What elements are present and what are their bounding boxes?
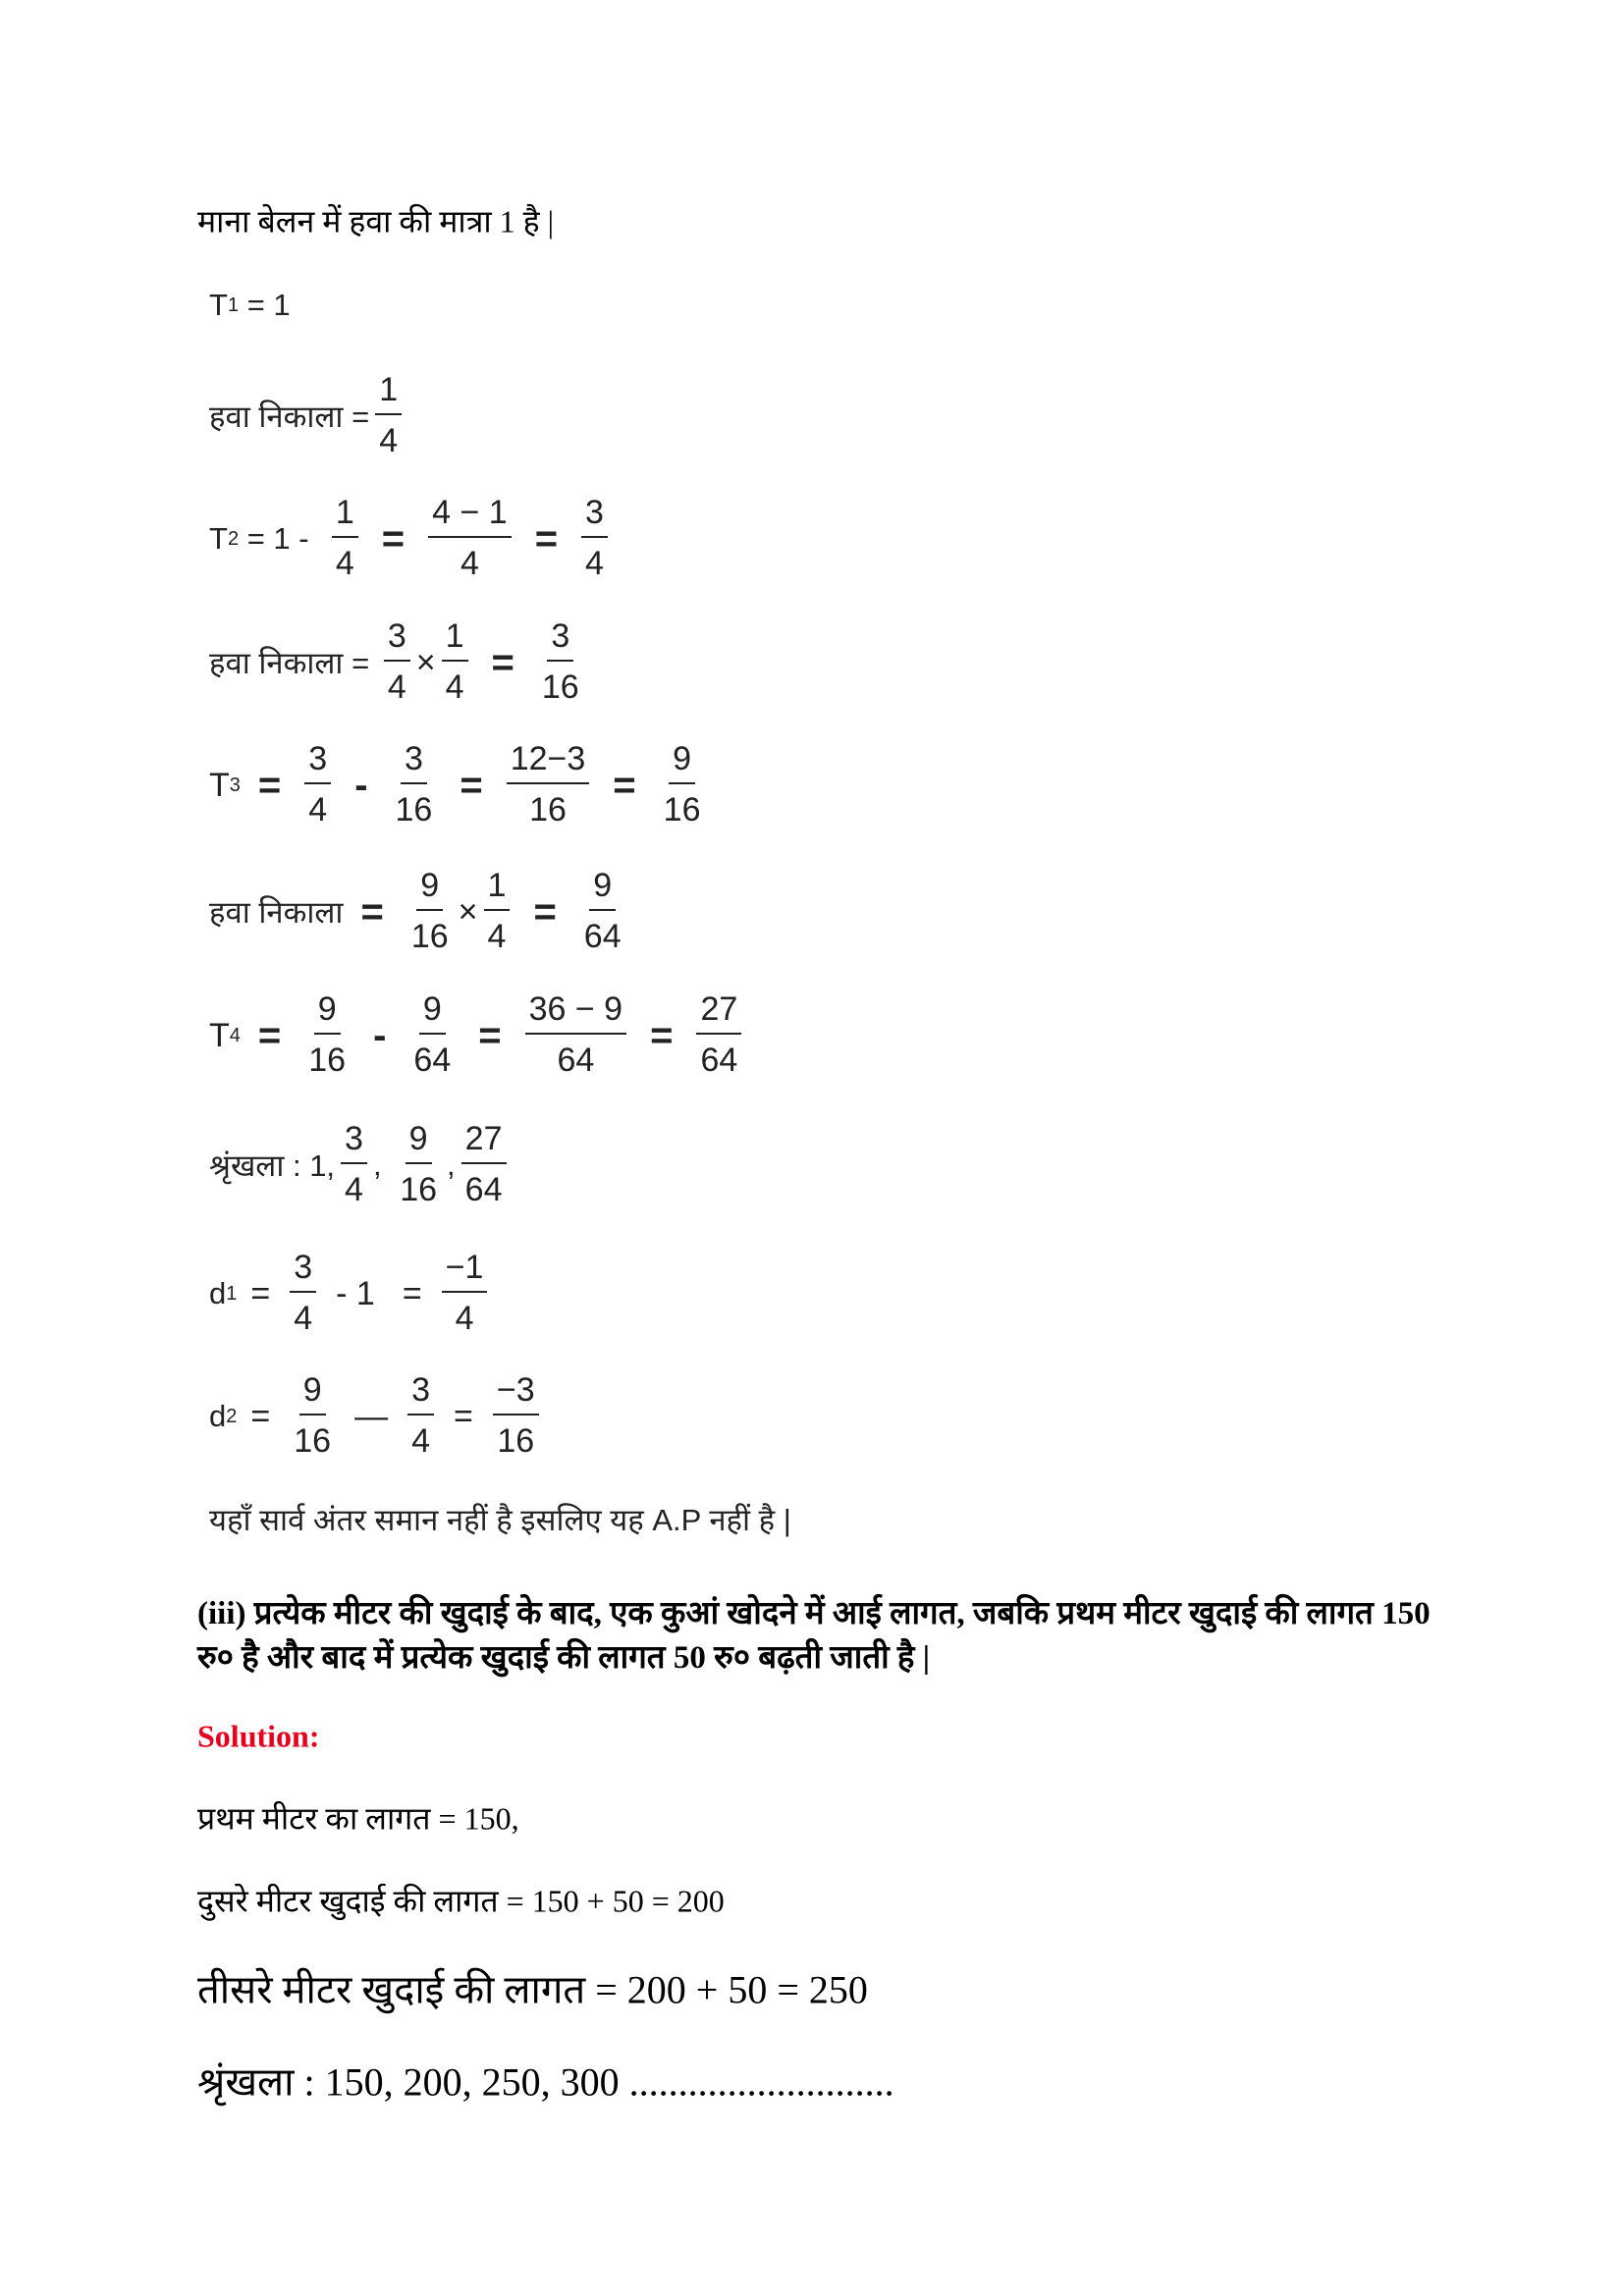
solution-line-3: तीसरे मीटर खुदाई की लागत = 200 + 50 = 250 — [197, 1967, 868, 2012]
denominator: 4 — [460, 545, 479, 582]
equals: = — [478, 1013, 502, 1057]
numerator: 1 — [484, 862, 511, 911]
denominator: 16 — [541, 668, 579, 706]
fraction — [332, 489, 358, 589]
numerator: −3 — [493, 1366, 539, 1415]
denominator: 16 — [497, 1422, 535, 1460]
value: = 1 — [246, 288, 291, 322]
equals: = — [491, 640, 514, 684]
fraction — [696, 986, 741, 1086]
denominator: 4 — [345, 1171, 363, 1208]
minus: - — [373, 1013, 387, 1057]
numerator: 9 — [314, 986, 341, 1035]
series-1 — [209, 1115, 513, 1215]
air-removed-2 — [209, 613, 589, 713]
fraction — [290, 1244, 316, 1344]
fraction — [525, 986, 626, 1086]
numerator: 9 — [299, 1366, 326, 1415]
fraction — [507, 735, 590, 835]
minus: - — [354, 763, 368, 807]
air-removed-1 — [209, 366, 407, 466]
label: हवा निकाला = — [209, 400, 370, 434]
numerator: 3 — [401, 735, 427, 784]
fraction — [461, 1115, 507, 1215]
term-symbol: T — [209, 1016, 230, 1054]
comma: , — [372, 1148, 382, 1182]
numerator: 1 — [442, 613, 468, 662]
comma: , — [447, 1148, 456, 1182]
equals: = — [613, 763, 636, 807]
numerator: 9 — [416, 862, 443, 911]
numerator: 12−3 — [507, 735, 590, 784]
equals: = — [250, 1397, 271, 1435]
subscript: 1 — [226, 1282, 238, 1305]
numerator: 3 — [547, 613, 573, 662]
numerator: −1 — [442, 1244, 488, 1293]
denominator: 4 — [387, 668, 406, 706]
term-symbol: T — [209, 766, 230, 804]
subscript: 2 — [227, 527, 240, 550]
numerator: 1 — [332, 489, 358, 538]
denominator: 16 — [410, 918, 449, 955]
d2-equation — [209, 1366, 545, 1467]
numerator: 27 — [696, 986, 741, 1035]
denominator: 4 — [335, 545, 354, 582]
fraction — [304, 735, 331, 835]
solution-line-1: प्रथम मीटर का लागत = 150, — [197, 1800, 519, 1837]
fraction — [407, 1366, 434, 1467]
subscript: 4 — [229, 1024, 241, 1046]
equals: = — [402, 1274, 422, 1312]
numerator: 9 — [589, 862, 616, 911]
fraction — [290, 1366, 335, 1467]
subscript: 1 — [227, 294, 240, 316]
fraction — [396, 1115, 441, 1215]
equals: = — [257, 763, 282, 807]
denominator: 64 — [557, 1041, 595, 1079]
expression: = 1 - — [246, 521, 309, 556]
air-removed-3 — [209, 862, 631, 962]
fraction — [580, 862, 625, 962]
numerator: 3 — [407, 1366, 434, 1415]
question-iii: (iii) प्रत्येक मीटर की खुदाई के बाद, एक कुआं खोदने में आई लागत, जबकि प्रथम मीटर खुदाई की लागत 150 रु० है और बाद में प्रत्येक खुदाई की लागत 50 रु० बढ़ती जाती है | — [197, 1596, 1431, 1676]
denominator: 4 — [445, 668, 464, 706]
equals: = — [534, 516, 559, 561]
fraction — [484, 862, 511, 962]
denominator: 16 — [663, 791, 701, 828]
denominator: 16 — [294, 1422, 332, 1460]
t1-equation — [209, 288, 291, 323]
fraction — [493, 1366, 539, 1467]
label: हवा निकाला = — [209, 646, 370, 680]
denominator: 16 — [400, 1171, 438, 1208]
denominator: 64 — [464, 1171, 503, 1208]
difference-symbol: d — [209, 1399, 227, 1433]
numerator: 3 — [384, 613, 410, 662]
numerator: 3 — [290, 1244, 316, 1293]
denominator: 64 — [583, 918, 622, 955]
t2-equation — [209, 489, 614, 589]
label: श्रृंखला : 1, — [209, 1148, 336, 1183]
conclusion-text: यहाँ सार्व अंतर समान नहीं है इसलिए यह A.P नहीं है | — [209, 1503, 791, 1537]
times: × — [458, 892, 478, 931]
d1-equation — [209, 1244, 493, 1344]
term-symbol: T — [209, 288, 228, 322]
equals: = — [453, 1397, 473, 1435]
fraction — [384, 613, 410, 713]
minus: — — [354, 1397, 389, 1435]
numerator: 3 — [341, 1115, 367, 1164]
difference-symbol: d — [209, 1276, 227, 1310]
denominator: 16 — [395, 791, 433, 828]
denominator: 4 — [379, 422, 399, 459]
equals: = — [650, 1013, 674, 1057]
solution-heading: Solution: — [197, 1718, 320, 1754]
t3-equation — [209, 735, 710, 835]
equals: = — [460, 763, 483, 807]
fraction — [442, 613, 468, 713]
denominator: 16 — [529, 791, 567, 828]
fraction — [660, 735, 705, 835]
numerator: 36 − 9 — [525, 986, 626, 1035]
numerator: 3 — [304, 735, 331, 784]
denominator: 4 — [487, 918, 507, 955]
denominator: 4 — [411, 1422, 430, 1460]
denominator: 4 — [455, 1300, 474, 1337]
fraction — [375, 366, 402, 466]
fraction — [538, 613, 583, 713]
numerator: 3 — [581, 489, 608, 538]
fraction — [341, 1115, 367, 1215]
fraction — [407, 862, 453, 962]
numerator: 9 — [419, 986, 446, 1035]
numerator: 4 − 1 — [428, 489, 512, 538]
numerator: 9 — [406, 1115, 432, 1164]
denominator: 4 — [308, 791, 328, 828]
solution-series: श्रृंखला : 150, 200, 250, 300 ........................... — [197, 2059, 894, 2105]
fraction — [442, 1244, 488, 1344]
fraction — [428, 489, 512, 589]
equals: = — [381, 516, 406, 561]
numerator: 27 — [461, 1115, 507, 1164]
numerator: 1 — [375, 366, 402, 415]
denominator: 4 — [585, 545, 604, 582]
equals: = — [533, 889, 557, 934]
denominator: 16 — [308, 1041, 347, 1079]
fraction — [409, 986, 455, 1086]
t4-equation — [209, 986, 747, 1086]
numerator: 9 — [669, 735, 695, 784]
term-symbol: T — [209, 521, 228, 556]
denominator: 64 — [700, 1041, 738, 1079]
denominator: 64 — [413, 1041, 452, 1079]
minus-one: - 1 — [336, 1274, 375, 1312]
fraction — [304, 986, 350, 1086]
solution-line-2: दुसरे मीटर खुदाई की लागत = 150 + 50 = 200 — [197, 1883, 725, 1919]
label: हवा निकाला — [209, 895, 344, 930]
equals: = — [360, 889, 384, 934]
subscript: 2 — [226, 1405, 238, 1427]
intro-text: माना बेलन में हवा की मात्रा 1 है | — [197, 203, 555, 240]
denominator: 4 — [294, 1300, 313, 1337]
equals: = — [257, 1013, 282, 1057]
equals: = — [250, 1274, 271, 1312]
fraction — [581, 489, 608, 589]
fraction — [392, 735, 437, 835]
times: × — [415, 643, 436, 681]
subscript: 3 — [229, 774, 241, 796]
